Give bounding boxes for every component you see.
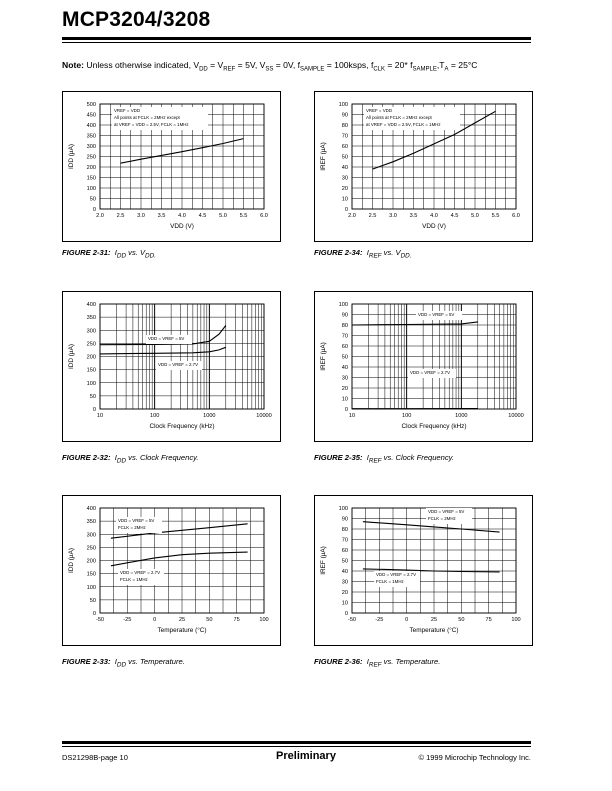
annotation	[416, 311, 462, 320]
annotation-text: VDD = VREF = 2.7V	[158, 362, 199, 367]
y-tick-label: 400	[86, 302, 96, 308]
x-tick-label: 4.0	[430, 213, 438, 219]
y-tick-label: 90	[341, 516, 348, 523]
y-axis-label: IDD (µA)	[68, 344, 75, 369]
y-tick-label: 300	[86, 532, 96, 539]
figure-title: $I_{REF}$ vs. Temperature.	[366, 657, 441, 669]
x-tick-label: -50	[347, 617, 357, 623]
annotation	[364, 107, 460, 130]
y-tick-label: 80	[341, 527, 348, 533]
figure-number: FIGURE 2-31:	[62, 248, 111, 257]
y-tick-label: 200	[86, 558, 96, 565]
x-tick-label: 0	[153, 617, 157, 623]
x-tick-label: 75	[485, 617, 492, 623]
x-tick-label: 3.0	[137, 213, 145, 219]
x-tick-label: 4.0	[178, 213, 186, 219]
chart-panel-iref-clock	[314, 291, 533, 442]
x-tick-label: 10	[96, 413, 104, 419]
x-tick-label: 5.0	[471, 213, 479, 219]
y-tick-label: 20	[341, 186, 348, 192]
y-tick-label: 30	[341, 579, 348, 586]
x-tick-label: 3.5	[157, 213, 166, 219]
x-tick-label: 100	[511, 617, 521, 623]
annotation	[408, 369, 456, 378]
x-tick-label: 50	[458, 617, 465, 623]
x-tick-label: 5.5	[239, 213, 248, 219]
x-tick-label: 0	[405, 617, 409, 623]
annotation-text: VDD = VREF = 2.7V	[120, 570, 161, 575]
x-axis-label: VDD (V)	[170, 223, 194, 230]
annotation-text: VDD = VREF = 5V	[428, 509, 465, 514]
annotation-text: VDD = VREF = 2.7V	[376, 572, 417, 577]
x-tick-label: 100	[401, 413, 412, 419]
y-tick-label: 100	[86, 380, 96, 387]
chart-panel-idd-temp	[62, 495, 281, 646]
y-axis-label: IREF (µA)	[320, 142, 327, 171]
x-tick-label: -25	[123, 617, 132, 623]
y-tick-label: 350	[86, 133, 96, 140]
y-tick-label: 250	[86, 545, 96, 552]
y-tick-label: 100	[86, 186, 96, 192]
figure-number: FIGURE 2-33:	[62, 657, 111, 666]
x-axis-label: Temperature (°C)	[157, 627, 207, 634]
y-tick-label: 70	[341, 537, 348, 544]
y-tick-label: 100	[86, 584, 96, 591]
x-tick-label: 25	[430, 617, 438, 623]
annotation-text: VDD = VREF = 5V	[148, 336, 185, 341]
figure-caption-2-33	[62, 657, 185, 669]
figure-number: FIGURE 2-35:	[314, 453, 363, 462]
chart-panel-idd-clock	[62, 291, 281, 442]
y-tick-label: 250	[86, 341, 96, 348]
figure-caption-2-35	[314, 453, 454, 465]
x-tick-label: 5.0	[219, 213, 227, 219]
annotation-text: All points at FCLK = 2MHz except	[366, 115, 432, 120]
annotation-text: All points at FCLK = 2MHz except	[114, 115, 180, 120]
x-tick-label: 1000	[455, 413, 468, 419]
x-tick-label: 1000	[203, 413, 216, 419]
figure-title: $I_{REF}$ vs. $V_{DD.}$	[366, 248, 412, 260]
x-axis-label: Clock Frequency (kHz)	[149, 423, 215, 430]
x-tick-label: 25	[178, 617, 186, 623]
figure-number: FIGURE 2-32:	[62, 453, 111, 462]
x-tick-label: -25	[375, 617, 384, 623]
x-axis-label: Temperature (°C)	[409, 627, 459, 634]
figure-title: $I_{REF}$ vs. Clock Frequency.	[366, 453, 455, 465]
x-tick-label: 2.0	[348, 213, 356, 219]
chart-panel-iref-vdd	[314, 91, 533, 242]
figure-title: $I_{DD}$ vs. $V_{DD.}$	[114, 248, 156, 260]
y-tick-label: 60	[341, 344, 348, 350]
y-tick-label: 30	[341, 175, 348, 182]
series-line-2	[111, 552, 248, 566]
annotation-text: FCLK = 1MHz	[120, 577, 148, 582]
y-tick-label: 10	[341, 396, 348, 403]
x-tick-label: 3.0	[389, 213, 397, 219]
x-tick-label: 100	[149, 413, 160, 419]
x-tick-label: 6.0	[512, 213, 520, 219]
x-tick-label: 2.5	[368, 213, 377, 219]
y-tick-label: 60	[341, 548, 348, 554]
y-tick-label: 100	[338, 302, 348, 308]
annotation-text: at VREF = VDD = 2.5V, FCLK = 1MHz	[366, 122, 441, 127]
y-tick-label: 90	[341, 312, 348, 319]
y-tick-label: 0	[344, 207, 348, 213]
y-axis-label: IDD (µA)	[68, 144, 75, 169]
x-tick-label: 10	[348, 413, 356, 419]
annotation-text: VDD = VREF = 5V	[118, 518, 155, 523]
document-status: Preliminary	[276, 750, 336, 762]
y-tick-label: 300	[86, 144, 96, 150]
y-tick-label: 50	[89, 393, 96, 400]
y-tick-label: 70	[341, 333, 348, 340]
y-tick-label: 150	[86, 571, 96, 578]
y-tick-label: 20	[341, 590, 348, 596]
header-rule-thin	[62, 42, 531, 43]
annotation-text: VREF = VDD	[114, 108, 140, 113]
chart-idd-vs-vdd	[63, 92, 280, 241]
y-tick-label: 0	[92, 207, 96, 213]
y-tick-label: 50	[89, 196, 96, 203]
annotation-text: at VREF = VDD = 2.5V, FCLK = 1MHz	[114, 122, 189, 127]
y-tick-label: 60	[341, 144, 348, 150]
chart-idd-vs-temperature	[63, 496, 280, 645]
grid	[100, 304, 264, 409]
y-tick-label: 0	[92, 611, 96, 617]
figure-caption-2-32	[62, 453, 198, 465]
x-tick-label: -50	[95, 617, 105, 623]
x-axis-label: Clock Frequency (kHz)	[401, 423, 467, 430]
y-tick-label: 150	[86, 175, 96, 182]
x-tick-label: 100	[259, 617, 269, 623]
note-label: Note:	[62, 60, 84, 70]
y-tick-label: 0	[344, 611, 348, 617]
y-tick-label: 50	[341, 354, 348, 361]
annotation	[374, 571, 420, 587]
conditions-note	[62, 60, 478, 73]
y-tick-label: 250	[86, 154, 96, 161]
y-tick-label: 400	[86, 506, 96, 512]
x-tick-label: 2.0	[96, 213, 104, 219]
annotation	[116, 517, 162, 533]
figure-number: FIGURE 2-36:	[314, 657, 363, 666]
page-number: DS21298B-page 10	[62, 753, 128, 762]
y-tick-label: 20	[341, 386, 348, 392]
y-tick-label: 50	[89, 597, 96, 604]
annotation-text: FCLK = 2MHz	[118, 525, 146, 530]
y-tick-label: 10	[341, 196, 348, 203]
x-tick-label: 10000	[508, 413, 524, 419]
y-tick-label: 200	[86, 354, 96, 361]
note-text: Unless otherwise indicated, $V_{DD} = V_{REF} = 5V$, $V_{SS} = 0V$, $f_{SAMPLE}$ = 100ksps, $f_{CLK} = 20*$ $f_{SAMPLE},T_A = 25^\circ C$	[86, 60, 478, 73]
y-tick-label: 80	[341, 123, 348, 129]
footer-rule-thin	[62, 746, 531, 747]
y-axis-label: IDD (µA)	[68, 548, 75, 573]
y-axis-label: IREF (µA)	[320, 342, 327, 371]
y-tick-label: 450	[86, 112, 96, 119]
x-tick-label: 2.5	[116, 213, 125, 219]
x-tick-label: 75	[233, 617, 240, 623]
annotation-text: FCLK = 1MHz	[376, 579, 404, 584]
y-tick-label: 40	[341, 569, 348, 575]
x-tick-label: 50	[206, 617, 213, 623]
footer-rule	[62, 741, 531, 744]
y-axis-label: IREF (µA)	[320, 546, 327, 575]
annotation	[156, 361, 202, 370]
annotation	[426, 508, 472, 524]
chart-panel-idd-vdd	[62, 91, 281, 242]
y-tick-label: 90	[341, 112, 348, 119]
y-tick-label: 500	[86, 102, 96, 108]
y-tick-label: 50	[341, 154, 348, 161]
annotation	[118, 569, 164, 585]
figure-caption-2-34	[314, 248, 411, 260]
y-tick-label: 100	[338, 506, 348, 512]
y-tick-label: 50	[341, 558, 348, 565]
x-tick-label: 3.5	[409, 213, 418, 219]
page-title: MCP3204/3208	[62, 8, 211, 31]
figure-caption-2-31	[62, 248, 156, 260]
figure-title: $I_{DD}$ vs. Clock Frequency.	[114, 453, 199, 465]
annotation-text: VREF = VDD	[366, 108, 392, 113]
annotation	[146, 335, 192, 344]
y-tick-label: 400	[86, 123, 96, 129]
y-tick-label: 0	[92, 407, 96, 413]
annotation	[112, 107, 208, 130]
chart-idd-vs-clock	[63, 292, 280, 441]
x-tick-label: 4.5	[450, 213, 459, 219]
chart-iref-vs-vdd	[315, 92, 532, 241]
chart-panel-iref-temp	[314, 495, 533, 646]
copyright: © 1999 Microchip Technology Inc.	[418, 753, 531, 762]
annotation-text: VDD = VREF = 2.7V	[410, 370, 451, 375]
figure-caption-2-36	[314, 657, 440, 669]
y-tick-label: 70	[341, 133, 348, 140]
y-tick-label: 150	[86, 367, 96, 374]
y-tick-label: 300	[86, 328, 96, 335]
figure-number: FIGURE 2-34:	[314, 248, 363, 257]
y-tick-label: 350	[86, 315, 96, 322]
figure-title: $I_{DD}$ vs. Temperature.	[114, 657, 185, 669]
y-tick-label: 350	[86, 519, 96, 526]
annotation-text: VDD = VREF = 5V	[418, 312, 455, 317]
y-tick-label: 200	[86, 165, 96, 171]
y-tick-label: 30	[341, 375, 348, 382]
y-tick-label: 40	[341, 165, 348, 171]
x-tick-label: 5.5	[491, 213, 500, 219]
chart-iref-vs-temperature	[315, 496, 532, 645]
y-tick-label: 0	[344, 407, 348, 413]
y-tick-label: 10	[341, 600, 348, 607]
annotation-text: FCLK = 2MHz	[428, 516, 456, 521]
chart-iref-vs-clock	[315, 292, 532, 441]
x-tick-label: 6.0	[260, 213, 268, 219]
y-tick-label: 100	[338, 102, 348, 108]
y-tick-label: 80	[341, 323, 348, 329]
header-rule	[62, 37, 531, 40]
y-tick-label: 40	[341, 365, 348, 371]
x-axis-label: VDD (V)	[422, 223, 446, 230]
x-tick-label: 10000	[256, 413, 272, 419]
x-tick-label: 4.5	[198, 213, 207, 219]
